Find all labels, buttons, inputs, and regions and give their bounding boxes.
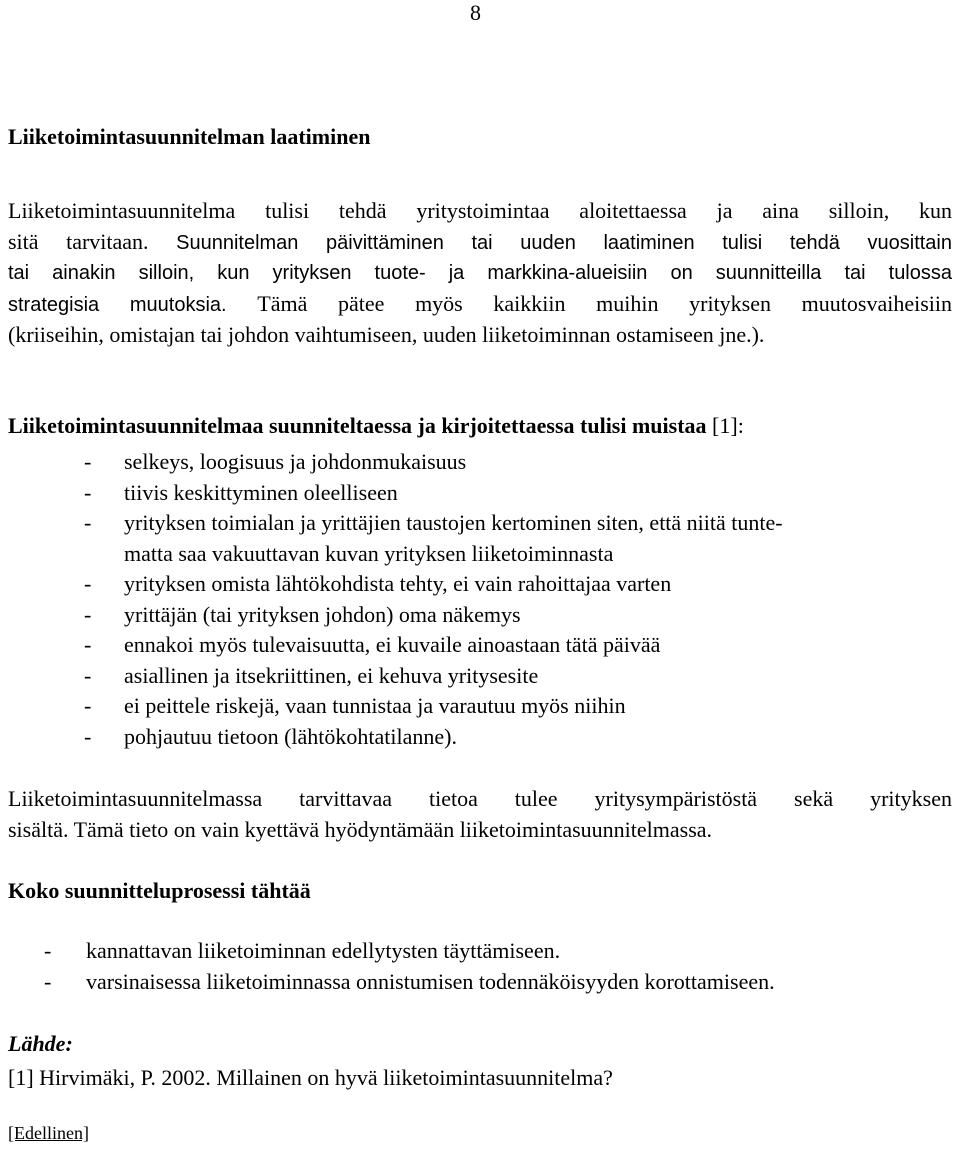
list-item-text: yrityksen toimialan ja yrittäjien taustojen kertominen siten, että niitä tunte- [124, 510, 783, 535]
list-item-text: ennakoi myös tulevaisuutta, ei kuvaile ainoastaan tätä päivää [124, 632, 661, 657]
dash-bullet: - [84, 723, 92, 749]
paragraph-text-sans: tai ainakin silloin, kun yrityksen tuote- ja markkina-alueisiin on suunnitteilla tai tulossa [8, 262, 952, 284]
paragraph-line [8, 196, 952, 227]
paragraph-line: sisältä. Tämä tieto on vain kyettävä hyödyntämään liiketoimintasuunnitelmassa. [8, 816, 713, 842]
list-item [84, 508, 954, 569]
citation-ref: [1]: [706, 413, 744, 438]
dash-bullet: - [84, 693, 92, 718]
goals-list [44, 936, 775, 997]
list-item [84, 569, 954, 600]
section-heading: Koko suunnitteluprosessi tähtää [8, 878, 311, 903]
paragraph-line: Liiketoimintasuunnitelmassa tarvittavaa tietoa tulee yritysympäristöstä sekä yrityksen [8, 786, 952, 811]
reference-entry: [1] Hirvimäki, P. 2002. Millainen on hyvä liiketoimintasuunnitelma? [8, 1065, 613, 1090]
paragraph-text: Tämä pätee myös kaikkiin muihin yrityksen muutosvaiheisiin [257, 290, 952, 316]
page-number: 8 [470, 0, 481, 25]
paragraph-line [8, 289, 952, 321]
dash-bullet: - [84, 662, 92, 688]
info-paragraph [8, 784, 952, 845]
list-item-text: ei peittele riskejä, vaan tunnistaa ja varautuu myös niihin [124, 693, 626, 718]
list-item-text: yrittäjän (tai yrityksen johdon) oma näkemys [124, 601, 521, 627]
checklist-lead-bold: Liiketoimintasuunnitelmaa suunniteltaessa ja kirjoitettaessa tulisi muistaa [8, 413, 707, 438]
dash-bullet: - [84, 632, 92, 657]
dash-bullet: - [84, 449, 92, 474]
checklist-lead [8, 411, 744, 441]
list-item-text: yrityksen omista lähtökohdista tehty, ei vain rahoittajaa varten [124, 571, 672, 596]
list-item [44, 936, 775, 967]
list-item-continuation: matta saa vakuuttavan kuvan yrityksen liiketoiminnasta [124, 540, 614, 566]
list-item-text: tiivis keskittyminen oleelliseen [124, 479, 398, 505]
dash-bullet: - [84, 601, 92, 627]
checklist [84, 447, 954, 752]
paragraph-text-sans: strategisia muutoksia. [8, 293, 258, 316]
list-item [84, 661, 954, 692]
list-item [84, 722, 954, 753]
dash-bullet: - [84, 479, 92, 505]
paragraph-text: Liiketoimintasuunnitelma tulisi tehdä yritystoimintaa aloitettaessa ja aina silloin, kun [8, 198, 952, 223]
paragraph-text-sans: Suunnitelman päivittäminen tai uuden laatiminen tulisi tehdä vuosittain [176, 231, 952, 254]
paragraph-text: sitä tarvitaan. [8, 228, 177, 254]
list-item [84, 600, 954, 631]
list-item [84, 478, 954, 509]
intro-paragraph [8, 196, 952, 351]
list-item [84, 630, 954, 661]
previous-link[interactable]: [Edellinen] [8, 1123, 89, 1143]
paragraph-text: (kriiseihin, omistajan tai johdon vaihtumiseen, uuden liiketoiminnan ostamiseen jne.). [8, 322, 765, 347]
paragraph-line [8, 258, 952, 289]
list-item [84, 691, 954, 722]
list-item-text: varsinaisessa liiketoiminnassa onnistumisen todennäköisyyden korottamiseen. [86, 968, 775, 994]
list-item-text: kannattavan liiketoiminnan edellytysten täyttämiseen. [86, 938, 561, 963]
dash-bullet: - [84, 571, 92, 596]
list-item [84, 447, 954, 478]
list-item-text: pohjautuu tietoon (lähtökohtatilanne). [124, 723, 457, 749]
paragraph-line [8, 227, 952, 259]
dash-bullet: - [84, 510, 92, 535]
list-item-text: selkeys, loogisuus ja johdonmukaisuus [124, 449, 467, 474]
list-item [44, 967, 775, 998]
dash-bullet: - [44, 938, 52, 963]
list-item-text: asiallinen ja itsekriittinen, ei kehuva yritysesite [124, 662, 539, 688]
section-heading: Liiketoimintasuunnitelman laatiminen [8, 124, 371, 149]
dash-bullet: - [44, 968, 52, 994]
paragraph-line [8, 320, 952, 351]
source-label: Lähde: [8, 1031, 73, 1056]
